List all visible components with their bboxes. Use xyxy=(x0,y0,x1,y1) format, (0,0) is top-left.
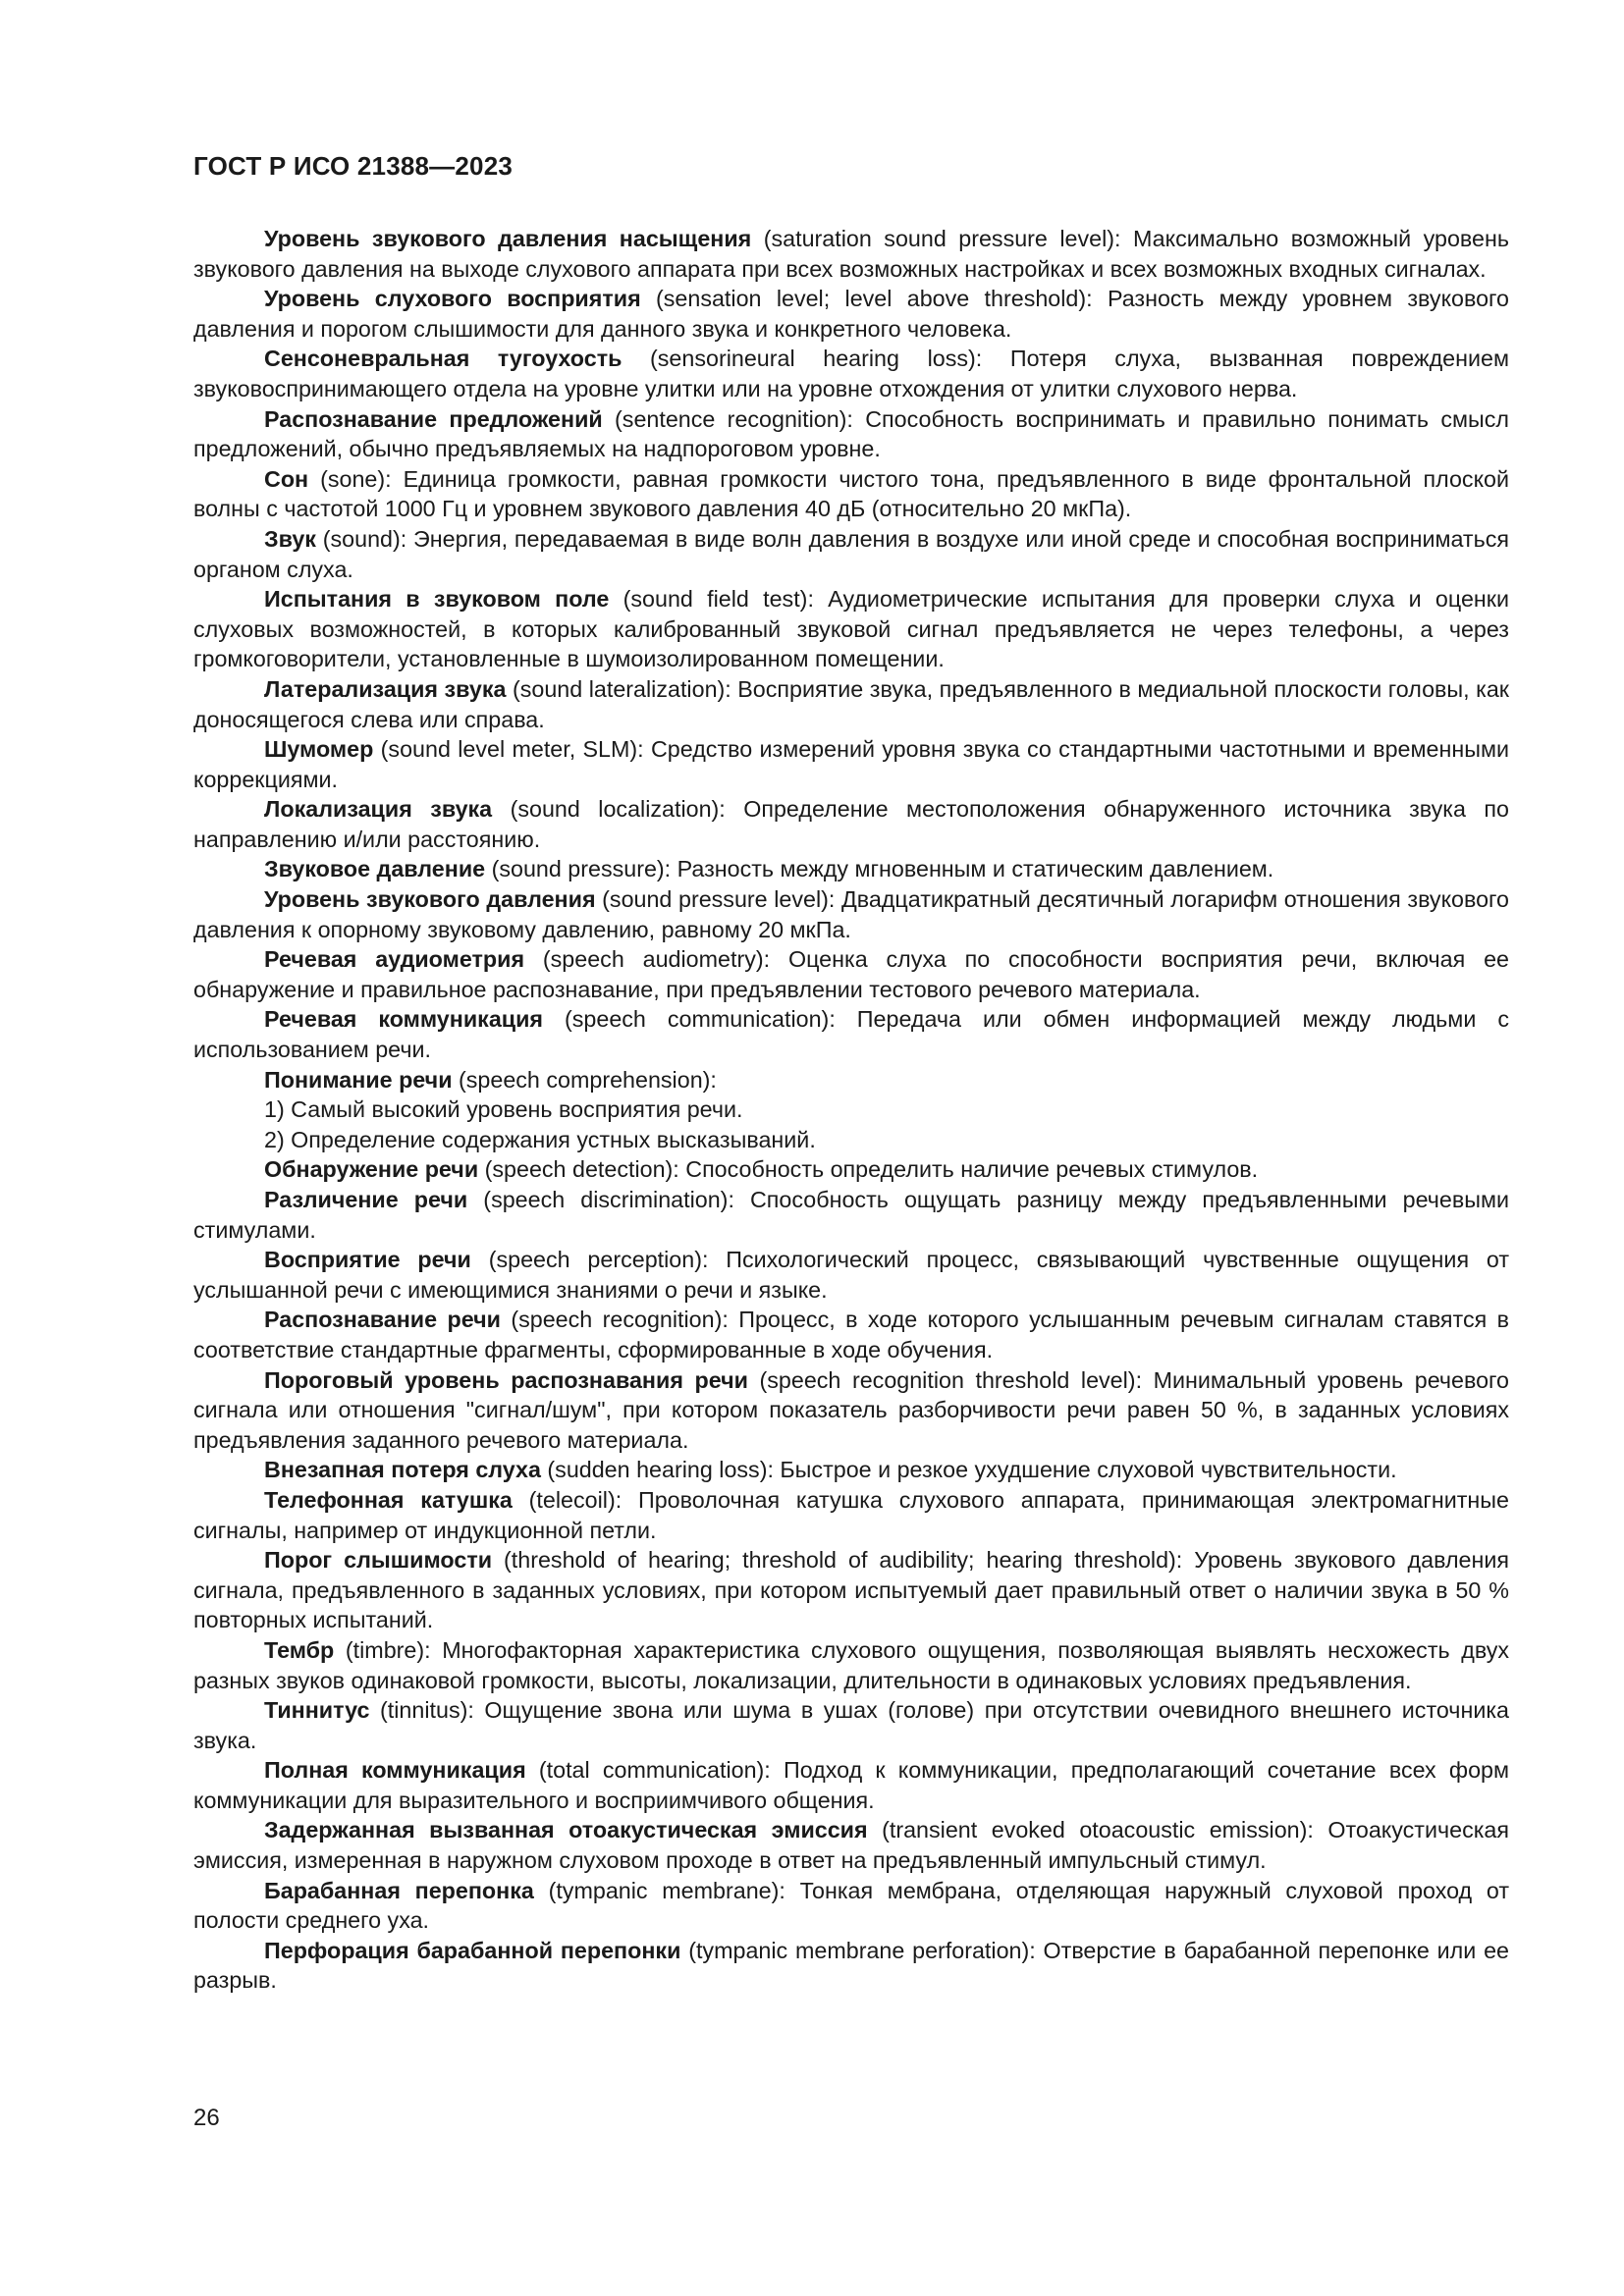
term: Полная коммуникация xyxy=(264,1757,526,1784)
term: Звуковое давление xyxy=(264,856,486,882)
term: Уровень слухового восприятия xyxy=(264,286,641,312)
definition: (tinnitus): Ощущение звона или шума в ушах (голове) при отсутствии очевидного внешнего источника звука. xyxy=(193,1697,1509,1753)
term: Уровень звукового давления xyxy=(264,886,596,913)
term: Испытания в звуковом поле xyxy=(264,586,610,613)
term: Локализация звука xyxy=(264,796,493,823)
term: Распознавание предложений xyxy=(264,405,603,432)
definition-entry xyxy=(193,1815,1509,1875)
definition: (speech communication): Передача или обмен информацией между людьми с использованием речи. xyxy=(193,1006,1509,1063)
definition-entry xyxy=(193,1004,1509,1064)
definition-entry xyxy=(193,1455,1509,1485)
definition-entry xyxy=(193,1154,1509,1185)
definition: (speech perception): Психологический процесс, связывающий чувственные ощущения от услышанной речи с имеющимися знаниями о речи и языке. xyxy=(193,1247,1509,1303)
definition-entry xyxy=(193,1365,1509,1456)
term: Тиннитус xyxy=(264,1697,370,1724)
definition-entry xyxy=(193,584,1509,674)
term: Звук xyxy=(264,525,316,552)
definition-entry xyxy=(193,1185,1509,1245)
term: Латерализация звука xyxy=(264,675,507,702)
definition-entry xyxy=(193,854,1509,884)
term: Сон xyxy=(264,465,309,492)
definition-entry xyxy=(193,1305,1509,1364)
definition: (sensorineural hearing loss): Потеря слуха, вызванная повреждением звуковоспринимающего отдела на уровне улитки или на уровне отхождения от улитки слухового нерва. xyxy=(193,346,1509,401)
definition: (tympanic membrane perforation): Отверстие в барабанной перепонке или ее разрыв. xyxy=(193,1937,1509,1994)
term: Речевая аудиометрия xyxy=(264,946,525,973)
term: Речевая коммуникация xyxy=(264,1006,544,1033)
term: Обнаружение речи xyxy=(264,1156,479,1183)
definition: (speech recognition threshold level): Минимальный уровень речевого сигнала или отношения "сигнал/шум", при котором показатель разборчивости речи равен 50 %, в заданных условиях предъявления заданного речевого материала. xyxy=(193,1366,1509,1453)
definition: (sound level meter, SLM): Средство измерений уровня звука со стандартными частотными и временными коррекциями. xyxy=(193,736,1509,792)
definition: (sudden hearing loss): Быстрое и резкое ухудшение слуховой чувствительности. xyxy=(540,1457,1397,1483)
definition: (tympanic membrane): Тонкая мембрана, отделяющая наружный слуховой проход от полости среднего уха. xyxy=(193,1877,1509,1934)
term: Понимание речи xyxy=(264,1066,453,1093)
term: Пороговый уровень распознавания речи xyxy=(264,1366,748,1393)
definition: (sound pressure): Разность между мгновенным и статическим давлением. xyxy=(485,856,1274,882)
definition-entry xyxy=(193,524,1509,584)
definition: (speech recognition): Процесс, в ходе которого услышанным речевым сигналам ставятся в соответствие стандартные фрагменты, сформированные в ходе обучения. xyxy=(193,1307,1509,1362)
definition-entry xyxy=(193,1695,1509,1755)
definition-entry xyxy=(193,1755,1509,1815)
term: Барабанная перепонка xyxy=(264,1877,534,1903)
definition: (sound pressure level): Двадцатикратный десятичный логарифм отношения звукового давления к опорному звуковому давлению, равному 20 мкПа. xyxy=(193,886,1510,942)
definition: (speech detection): Способность определить наличие речевых стимулов. xyxy=(478,1156,1259,1183)
definition: (sone): Единица громкости, равная громкости чистого тона, предъявленного в виде фронтальной плоской волны с частотой 1000 Гц и уровнем звукового давления 40 дБ (относительно 20 мкПа). xyxy=(193,465,1509,522)
definition: (sound field test): Аудиометрические испытания для проверки слуха и оценки слуховых возможностей, в которых калиброванный звуковой сигнал предъявляется не через телефоны, а через громкоговорители, установленные в шумоизолированном помещении. xyxy=(193,586,1510,672)
definitions-list xyxy=(193,224,1509,1996)
term: Сенсоневральная тугоухость xyxy=(264,346,623,372)
definition-entry xyxy=(193,1635,1509,1695)
term: Уровень звукового давления насыщения xyxy=(264,226,752,251)
definition: (speech discrimination): Способность ощущать разницу между предъявленными речевыми стимулами. xyxy=(193,1187,1509,1243)
subitem-text: 2) Определение содержания устных высказываний. xyxy=(264,1126,816,1152)
definition-entry xyxy=(193,1485,1509,1545)
definition-subitem xyxy=(193,1125,1509,1155)
definition-entry xyxy=(193,944,1509,1004)
term: Восприятие речи xyxy=(264,1247,471,1273)
definition-subitem xyxy=(193,1095,1509,1125)
definition: (threshold of hearing; threshold of audibility; hearing threshold): Уровень звукового давления сигнала, предъявленного в заданных условиях, при котором испытуемый дает правильный ответ о наличии звука в 50 % повторных испытаний. xyxy=(193,1547,1509,1633)
term: Порог слышимости xyxy=(264,1547,493,1574)
definition: (sensation level; level above threshold): Разность между уровнем звукового давления и порогом слышимости для данного звука и конкретного человека. xyxy=(193,286,1509,342)
definition-entry xyxy=(193,884,1509,944)
page-number: 26 xyxy=(193,2105,220,2131)
definition: (total communication): Подход к коммуникации, предполагающий сочетание всех форм коммуникации для выразительного и восприимчивого общения. xyxy=(193,1757,1510,1813)
term: Перфорация барабанной перепонки xyxy=(264,1937,681,1963)
term: Задержанная вызванная отоакустическая эмиссия xyxy=(264,1817,868,1843)
definition: (sentence recognition): Способность воспринимать и правильно понимать смысл предложений, обычно предъявляемых на надпороговом уровне. xyxy=(193,405,1509,462)
document-header: ГОСТ Р ИСО 21388—2023 xyxy=(193,151,514,181)
definition: (sound localization): Определение местоположения обнаруженного источника звука по направлению и/или расстоянию. xyxy=(193,796,1509,852)
term: Внезапная потеря слуха xyxy=(264,1457,541,1483)
definition: (sound): Энергия, передаваемая в виде волн давления в воздухе или иной среде и способная восприниматься органом слуха. xyxy=(193,525,1509,582)
definition-entry xyxy=(193,794,1509,854)
definition-entry xyxy=(193,1065,1509,1095)
definition-entry xyxy=(193,674,1509,734)
definition-entry xyxy=(193,1936,1509,1996)
term: Различение речи xyxy=(264,1187,468,1212)
definition: (speech comprehension): xyxy=(452,1066,717,1093)
term: Телефонная катушка xyxy=(264,1486,513,1513)
definition: (speech audiometry): Оценка слуха по способности восприятия речи, включая ее обнаружение и правильное распознавание, при предъявлении тестового речевого материала. xyxy=(193,946,1509,1002)
definition: (sound lateralization): Восприятие звука, предъявленного в медиальной плоскости головы, как доносящегося слева или справа. xyxy=(193,675,1509,732)
definition-entry xyxy=(193,284,1509,344)
subitem-text: 1) Самый высокий уровень восприятия речи. xyxy=(264,1096,743,1123)
definition-entry xyxy=(193,344,1509,403)
definition: (transient evoked otoacoustic emission): Отоакустическая эмиссия, измеренная в наружном слуховом проходе в ответ на предъявленный импульсный стимул. xyxy=(193,1817,1509,1874)
term: Распознавание речи xyxy=(264,1307,501,1333)
definition-entry xyxy=(193,734,1509,794)
definition: (timbre): Многофакторная характеристика слухового ощущения, позволяющая выявлять несхожесть двух разных звуков одинаковой громкости, высоты, локализации, длительности в одинаковых условиях предъявления. xyxy=(193,1636,1509,1693)
definition-entry xyxy=(193,464,1509,524)
definition-entry xyxy=(193,1245,1509,1305)
definition: (telecoil): Проволочная катушка слухового аппарата, принимающая электромагнитные сигналы, например от индукционной петли. xyxy=(193,1486,1509,1543)
definition-entry xyxy=(193,404,1509,464)
definition-entry xyxy=(193,224,1509,284)
definition-entry xyxy=(193,1876,1509,1936)
definition-entry xyxy=(193,1545,1509,1635)
definition: (saturation sound pressure level): Максимально возможный уровень звукового давления на выходе слухового аппарата при всех возможных настройках и всех возможных входных сигналах. xyxy=(193,226,1509,282)
term: Тембр xyxy=(264,1636,335,1663)
term: Шумомер xyxy=(264,736,374,763)
